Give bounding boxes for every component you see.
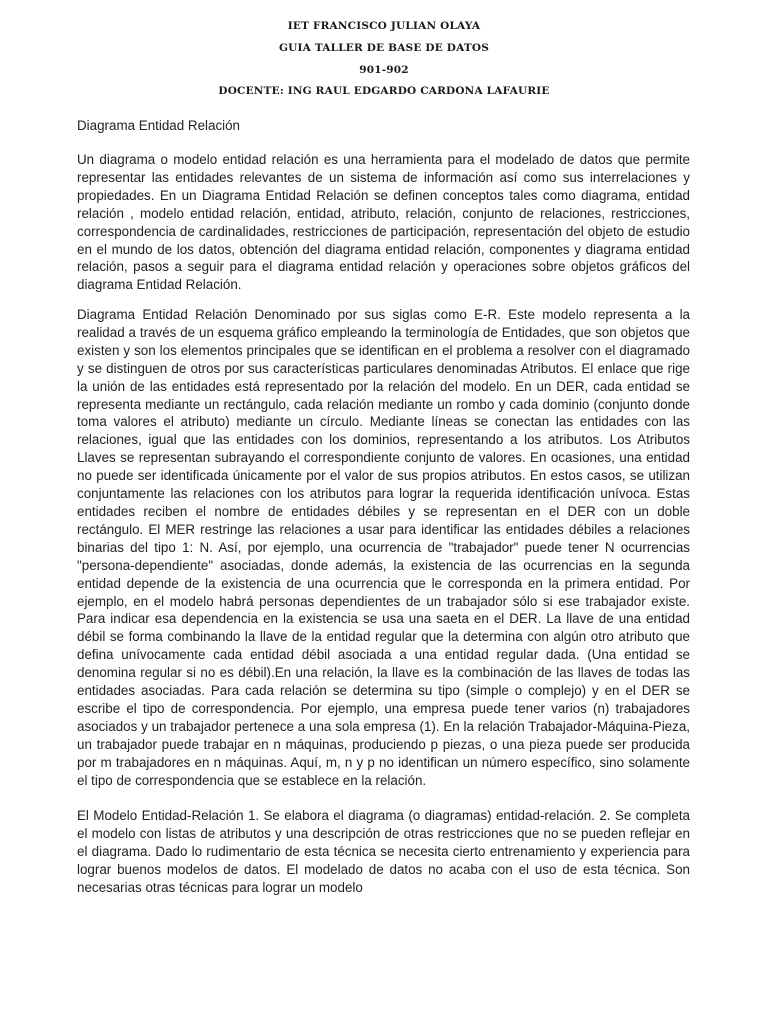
teacher-name: DOCENTE: ING RAUL EDGARDO CARDONA LAFAURIE (218, 85, 550, 97)
paragraph-definition: Diagrama Entidad Relación Denominado por sus siglas como E-R. Este modelo representa a la realidad a través de un esquema gráfico empleando la terminología de Entidades, que son objetos que existen y son los elementos principales que se identifican en el problema a resolver con el diagramado y se distinguen de otros por sus características particulares denominadas Atributos. El enlace que rige la unión de las entidades está representado por la relación del modelo. En un DER, cada entidad se representa mediante un rectángulo, cada relación mediante un rombo y cada dominio (conjunto donde toma valores el atributo) mediante un círculo. Mediante líneas se conectan las entidades con las relaciones, igual que las entidades con los dominios, representando a los atributos. Los Atributos Llaves se representan subrayando el correspondiente conjunto de valores. En ocasiones, una entidad no puede ser identificada únicamente por el valor de sus propios atributos. En estos casos, se utilizan conjuntamente las relaciones con los atributos para lograr la requerida identificación unívoca. Estas entidades reciben el nombre de entidades débiles y se representan en el DER con un doble rectángulo. El MER restringe las relaciones a usar para identificar las entidades débiles a relaciones binarias del tipo 1: N. Así, por ejemplo, una ocurrencia de "trabajador" puede tener N ocurrencias "persona-dependiente" asociadas, donde además, la existencia de las ocurrencias en la segunda entidad depende de la existencia de una ocurrencia que le corresponda en la primera entidad. Por ejemplo, en el modelo habrá personas dependientes de un trabajador sólo si ese trabajador existe. Para indicar esa dependencia en la existencia se usa una saeta en el DER. La llave de una entidad débil se forma combinando la llave de la entidad regular que la determina con algún otro atributo que defina unívocamente cada entidad débil asociada a una entidad regular dada. (Una entidad se denomina regular si no es débil).En una relación, la llave es la combinación de las llaves de todas las entidades asociadas. Para cada relación se determina su tipo (simple o complejo) y en el DER se escribe el tipo de correspondencia. Por ejemplo, una empresa puede tener varios (n) trabajadores asociados y un trabajador pertenece a una sola empresa (1). En la relación Trabajador-Máquina-Pieza, un trabajador puede trabajar en n máquinas, produciendo p piezas, o una pieza puede ser producida por m trabajadores en n máquinas. Aquí, m, n y p no identifican un número específico, sino solamente el tipo de correspondencia que se establece en la relación. (77, 307, 690, 788)
group-codes: 901-902 (359, 64, 409, 76)
paragraph-intro: Un diagrama o modelo entidad relación es una herramienta para el modelado de datos que permite representar las entidades relevantes de un sistema de información así como sus interrelaciones y propiedades. En un Diagrama Entidad Relación se definen conceptos tales como diagrama, entidad relación , modelo entidad relación, entidad, atributo, relación, conjunto de relaciones, restricciones, correspondencia de cardinalidades, restricciones de participación, representación del objeto de estudio en el mundo de los datos, obtención del diagrama entidad relación, componentes y diagrama entidad relación, pasos a seguir para el diagrama entidad relación y operaciones sobre objetos gráficos del diagrama Entidad Relación. (77, 152, 690, 293)
institution-name: IET FRANCISCO JULIAN OLAYA (287, 20, 481, 32)
section-title: Diagrama Entidad Relación (77, 118, 241, 133)
guide-title: GUIA TALLER DE BASE DE DATOS (279, 42, 489, 54)
paragraph-model-steps: El Modelo Entidad-Relación 1. Se elabora el diagrama (o diagramas) entidad-relación. 2. Se completa el modelo con listas de atributos y una descripción de otras restricciones que no se pueden reflejar en el diagrama. Dado lo rudimentario de esta técnica se necesita cierto entrenamiento y experiencia para lograr buenos modelos de datos. El modelado de datos no acaba con el uso de esta técnica. Son necesarias otras técnicas para lograr un modelo (77, 808, 690, 895)
